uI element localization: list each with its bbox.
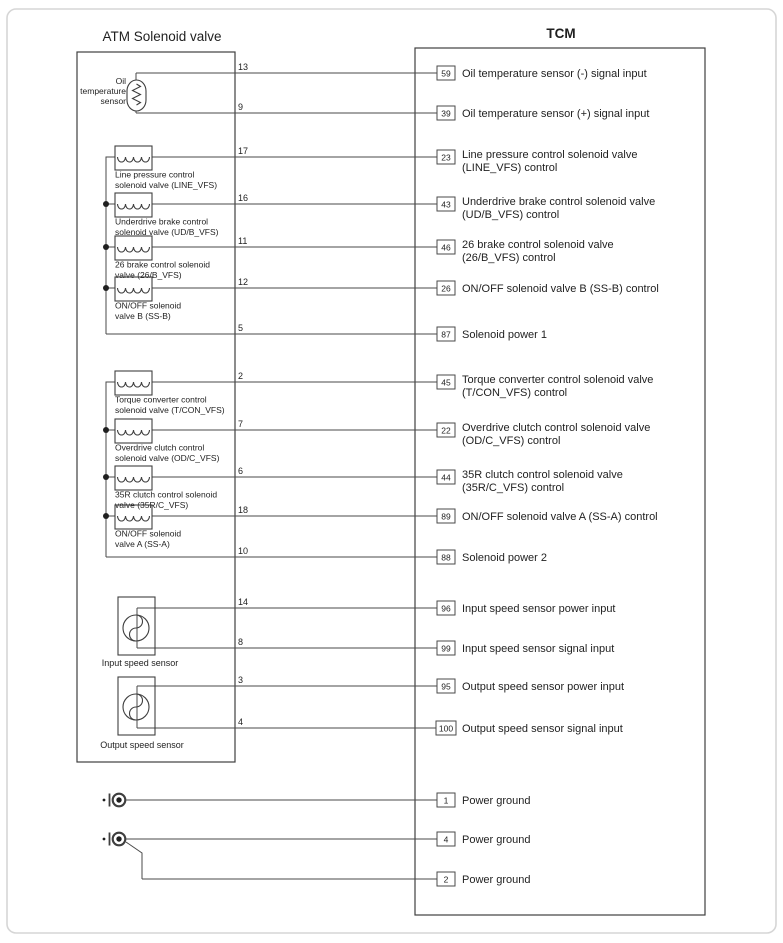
coil-label-line2: valve B (SS-B) (115, 311, 171, 321)
pin-number: 89 (441, 511, 451, 522)
connection-row (152, 193, 655, 221)
pin-label: 35R clutch control solenoid valve (462, 469, 623, 481)
pin-number: 99 (441, 643, 451, 654)
connection-row (125, 832, 531, 846)
junction-dot (103, 513, 109, 519)
connection-row (142, 872, 531, 886)
connection-row (137, 675, 624, 693)
connection-row (152, 277, 659, 295)
coil-label-line1: Underdrive brake control (115, 216, 209, 227)
pin-label: Power ground (462, 834, 531, 846)
pin-number: 44 (441, 472, 451, 483)
wire-number: 16 (238, 193, 249, 203)
ground-center-dot (116, 797, 121, 802)
connection-row (152, 371, 653, 399)
pin-label: Output speed sensor power input (462, 681, 625, 693)
coil-label-line2: solenoid valve (OD/C_VFS) (115, 453, 220, 463)
pin-label: Power ground (462, 874, 531, 886)
coil-label-line1: Overdrive clutch control (115, 442, 205, 453)
pin-number: 26 (441, 283, 451, 294)
solenoid-coil-udb-vfs (115, 193, 219, 237)
ground-tick (103, 838, 106, 841)
pin-number: 22 (441, 425, 451, 436)
pin-label: 26 brake control solenoid valve (462, 239, 614, 251)
wire-number: 13 (238, 62, 249, 72)
connection-row (136, 102, 649, 120)
oil-sensor-label-line2: temperature (80, 86, 126, 96)
pin-label-line2: (35R/C_VFS) control (462, 482, 565, 494)
pin-label-line2: (26/B_VFS) control (462, 252, 556, 264)
pin-label: Overdrive clutch control solenoid valve (462, 422, 651, 434)
junction-dot (103, 474, 109, 480)
connection-row (152, 419, 650, 447)
pin-label: Oil temperature sensor (-) signal input (462, 68, 647, 80)
coil-label-line1: 35R clutch control solenoid (115, 489, 218, 500)
wire-number: 2 (238, 371, 244, 381)
coil-label-line2: solenoid valve (LINE_VFS) (115, 180, 218, 190)
solenoid-coil-line-vfs (115, 146, 217, 190)
connection-row (152, 146, 638, 174)
wire-number: 8 (238, 637, 244, 647)
pin-label: Underdrive brake control solenoid valve (462, 196, 656, 208)
connection-row (125, 793, 531, 807)
oil-sensor-label-line3: sensor (100, 96, 126, 106)
pin-label: Output speed sensor signal input (462, 723, 623, 735)
wire-number: 18 (238, 505, 249, 515)
solenoid-coil-odc-vfs (115, 419, 220, 463)
s-curve (130, 615, 143, 641)
pin-number: 100 (438, 723, 454, 734)
pin-number: 2 (443, 874, 449, 885)
ground-branch-wire (126, 842, 142, 879)
wire-number: 4 (238, 717, 244, 727)
coil-label-line1: ON/OFF solenoid (115, 300, 182, 311)
pin-label: Input speed sensor signal input (462, 643, 615, 655)
connection-row (152, 236, 614, 264)
pin-number: 59 (441, 68, 451, 79)
pin-label: ON/OFF solenoid valve B (SS-B) control (462, 283, 659, 295)
pin-number: 43 (441, 199, 451, 210)
pin-label-line2: (UD/B_VFS) control (462, 209, 560, 221)
wire-number: 3 (238, 675, 244, 685)
pin-number: 1 (443, 795, 449, 806)
solenoid-group-1 (103, 146, 219, 334)
coil-winding (118, 157, 150, 162)
solenoid-coil-ss-b (115, 277, 181, 321)
pin-label: Solenoid power 1 (462, 329, 548, 341)
pin-number: 46 (441, 242, 451, 253)
wire-number: 12 (238, 277, 249, 287)
coil-winding (118, 204, 150, 209)
junction-dot (103, 285, 109, 291)
solenoid-coil-tcon-vfs (115, 371, 225, 415)
output-speed-sensor-label: Output speed sensor (100, 740, 184, 750)
connection-row (136, 62, 647, 80)
coil-label-line2: valve (35R/C_VFS) (115, 500, 189, 510)
ground-center-dot (116, 836, 121, 841)
thermistor-symbol (127, 80, 146, 111)
coil-winding (118, 516, 150, 521)
connection-row (137, 717, 623, 735)
s-curve (130, 694, 143, 720)
pin-number: 39 (441, 108, 451, 119)
coil-label-line1: ON/OFF solenoid (115, 528, 182, 539)
pin-label: Input speed sensor power input (462, 603, 616, 615)
pin-label: Solenoid power 2 (462, 552, 548, 564)
connection-row (137, 637, 614, 655)
ground-terminal-1 (103, 794, 126, 807)
input-speed-sensor-label: Input speed sensor (101, 658, 179, 668)
solenoid-group-2 (103, 371, 225, 557)
wire-number: 11 (238, 236, 248, 246)
resistor-zigzag (133, 84, 141, 105)
solenoid-coil-26b-vfs (115, 236, 210, 280)
wire-number: 6 (238, 466, 244, 476)
pin-number: 23 (441, 152, 451, 163)
wire-number: 7 (238, 419, 244, 429)
pin-number: 96 (441, 603, 451, 614)
atm-box-title: ATM Solenoid valve (102, 29, 222, 44)
pin-number: 45 (441, 377, 451, 388)
pin-label-line2: (OD/C_VFS) control (462, 435, 561, 447)
pin-number: 87 (441, 329, 451, 340)
pin-label: ON/OFF solenoid valve A (SS-A) control (462, 511, 658, 523)
wire-number: 17 (238, 146, 249, 156)
junction-dot (103, 244, 109, 250)
pin-label: Power ground (462, 795, 531, 807)
coil-label-line2: solenoid valve (T/CON_VFS) (115, 405, 225, 415)
coil-winding (118, 477, 150, 482)
wire-number: 14 (238, 597, 249, 607)
connection-row (106, 323, 547, 341)
pin-label-line2: (LINE_VFS) control (462, 162, 558, 174)
connection-row (137, 597, 616, 615)
pin-number: 95 (441, 681, 451, 692)
power-bus-2 (106, 382, 115, 557)
coil-label-line2: valve A (SS-A) (115, 539, 170, 549)
coil-label-line1: 26 brake control solenoid (115, 259, 210, 270)
pin-label: Oil temperature sensor (+) signal input (462, 108, 650, 120)
pin-number: 88 (441, 552, 451, 563)
junction-dot (103, 427, 109, 433)
coil-winding (118, 382, 150, 387)
pin-label-line2: (T/CON_VFS) control (462, 387, 568, 399)
connection-row (152, 505, 658, 523)
coil-label-line2: solenoid valve (UD/B_VFS) (115, 227, 219, 237)
oil-temperature-sensor (80, 73, 146, 113)
wire-number: 9 (238, 102, 244, 112)
coil-label-line2: valve (26/B_VFS) (115, 270, 182, 280)
coil-label-line1: Torque converter control (115, 394, 207, 405)
coil-winding (118, 288, 150, 293)
coil-label-line1: Line pressure control (115, 169, 195, 180)
oil-sensor-label-line1: Oil (115, 76, 126, 86)
connection-row (152, 466, 623, 494)
coil-winding (118, 430, 150, 435)
wire-number: 5 (238, 323, 244, 333)
junction-dot (103, 201, 109, 207)
ground-tick (103, 799, 106, 802)
solenoid-coil-35rc-vfs (115, 466, 217, 510)
pin-number: 4 (443, 834, 449, 845)
coil-winding (118, 247, 150, 252)
output-speed-sensor (100, 677, 184, 750)
connection-row (106, 546, 547, 564)
tcm-box-title: TCM (546, 26, 576, 41)
pin-label: Torque converter control solenoid valve (462, 374, 654, 386)
wire-number: 10 (238, 546, 249, 556)
pin-label: Line pressure control solenoid valve (462, 149, 638, 161)
solenoid-coil-ss-a (115, 505, 181, 549)
